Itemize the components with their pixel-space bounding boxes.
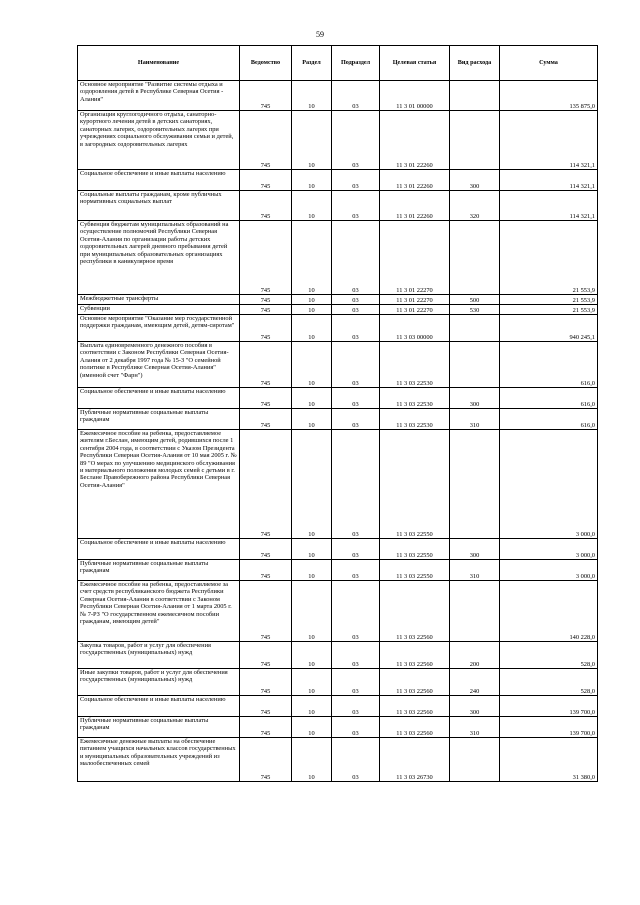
cell-vr: 310 xyxy=(450,560,500,581)
cell-ved: 745 xyxy=(240,430,292,539)
cell-sum: 940 245,1 xyxy=(500,315,598,342)
cell-name: Ежемесячное пособие на ребенка, предоставляемое жителям г.Беслан, имеющим детей, родившихся после 1 сентября 2004 года, в соответствии с Указом Президента Республики Северная Осетия-Алания от 10 мая 2005 г. № 89 "О мерах по улучшению медицинского обслуживания и материального положения молодых семей с детьми в г. Беслане Правобережного района Республики Северная Осетия-Алания" xyxy=(78,430,240,539)
cell-podr: 03 xyxy=(332,669,380,696)
cell-vr: 320 xyxy=(450,191,500,221)
cell-sum: 31 380,0 xyxy=(500,738,598,782)
cell-ved: 745 xyxy=(240,388,292,409)
cell-cs: 11 3 01 22270 xyxy=(380,221,450,295)
cell-ved: 745 xyxy=(240,696,292,717)
cell-sum: 114 321,1 xyxy=(500,170,598,191)
cell-cs: 11 3 03 22560 xyxy=(380,669,450,696)
cell-ved: 745 xyxy=(240,305,292,315)
cell-name: Социальное обеспечение и иные выплаты населению xyxy=(78,388,240,409)
cell-ved: 745 xyxy=(240,170,292,191)
table-row xyxy=(78,717,598,738)
cell-cs: 11 3 01 00000 xyxy=(380,81,450,111)
cell-podr: 03 xyxy=(332,295,380,305)
cell-cs: 11 3 03 22560 xyxy=(380,696,450,717)
cell-ved: 745 xyxy=(240,315,292,342)
cell-name: Основное мероприятие "Развитие системы отдыха и оздоровления детей в Республике Северная Осетия - Алания" xyxy=(78,81,240,111)
cell-ved: 745 xyxy=(240,295,292,305)
cell-razd: 10 xyxy=(292,717,332,738)
cell-name: Субвенция бюджетам муниципальных образований на осуществление полномочий Республики Северная Осетия-Алания по организации работы детских оздоровительных лагерей дневного пребывания детей при муниципальных образовательных организациях республики в каникулярное время xyxy=(78,221,240,295)
cell-name: Ежемесячное пособие на ребенка, предоставляемое за счет средств республиканского бюджета Республики Северная Осетия-Алания в соответствии с Законом Республики Северная Осетия-Алания от 1 марта 2005 г. № 7-РЗ "О государственном ежемесячном пособии гражданам, имеющим детей" xyxy=(78,581,240,642)
cell-name: Закупка товаров, работ и услуг для обеспечения государственных (муниципальных) нужд xyxy=(78,642,240,669)
cell-vr xyxy=(450,342,500,388)
cell-ved: 745 xyxy=(240,669,292,696)
table-row xyxy=(78,669,598,696)
cell-ved: 745 xyxy=(240,191,292,221)
table-row xyxy=(78,696,598,717)
cell-name: Ежемесячные денежные выплаты на обеспечение питанием учащихся начальных классов государственных и муниципальных образовательных учреждений из малообеспеченных семей xyxy=(78,738,240,782)
cell-name: Выплата единовременного денежного пособия в соответствии с Законом Республики Северная Осетия-Алания от 2 декабря 1997 года № 15-З "О семейной политике в Республике Северная Осетия-Алания" (именной счет "Фарн") xyxy=(78,342,240,388)
col-header-cs: Целевая статья xyxy=(380,46,450,81)
cell-razd: 10 xyxy=(292,560,332,581)
cell-podr: 03 xyxy=(332,738,380,782)
cell-name: Публичные нормативные социальные выплаты гражданам xyxy=(78,717,240,738)
cell-sum: 21 553,9 xyxy=(500,221,598,295)
cell-podr: 03 xyxy=(332,696,380,717)
cell-vr xyxy=(450,81,500,111)
table-row xyxy=(78,409,598,430)
cell-razd: 10 xyxy=(292,642,332,669)
table-row xyxy=(78,221,598,295)
cell-sum: 616,0 xyxy=(500,342,598,388)
cell-sum: 21 553,9 xyxy=(500,295,598,305)
cell-podr: 03 xyxy=(332,539,380,560)
cell-cs: 11 3 03 00000 xyxy=(380,315,450,342)
cell-sum: 3 000,0 xyxy=(500,430,598,539)
cell-razd: 10 xyxy=(292,409,332,430)
cell-name: Публичные нормативные социальные выплаты гражданам xyxy=(78,409,240,430)
cell-ved: 745 xyxy=(240,717,292,738)
cell-podr: 03 xyxy=(332,81,380,111)
cell-ved: 745 xyxy=(240,221,292,295)
cell-sum: 21 553,9 xyxy=(500,305,598,315)
cell-razd: 10 xyxy=(292,170,332,191)
cell-vr xyxy=(450,738,500,782)
table-row xyxy=(78,295,598,305)
cell-podr: 03 xyxy=(332,430,380,539)
cell-sum: 114 321,1 xyxy=(500,191,598,221)
cell-sum: 616,0 xyxy=(500,388,598,409)
cell-razd: 10 xyxy=(292,430,332,539)
cell-ved: 745 xyxy=(240,738,292,782)
cell-cs: 11 3 01 22260 xyxy=(380,191,450,221)
cell-name: Публичные нормативные социальные выплаты гражданам xyxy=(78,560,240,581)
cell-vr: 240 xyxy=(450,669,500,696)
cell-vr xyxy=(450,111,500,170)
cell-podr: 03 xyxy=(332,191,380,221)
cell-cs: 11 3 03 26730 xyxy=(380,738,450,782)
cell-razd: 10 xyxy=(292,81,332,111)
col-header-podr: Подраздел xyxy=(332,46,380,81)
table-row xyxy=(78,539,598,560)
table-row xyxy=(78,342,598,388)
cell-ved: 745 xyxy=(240,539,292,560)
cell-razd: 10 xyxy=(292,295,332,305)
cell-sum: 3 000,0 xyxy=(500,539,598,560)
cell-razd: 10 xyxy=(292,111,332,170)
cell-vr: 310 xyxy=(450,717,500,738)
table-row xyxy=(78,305,598,315)
page-number: 59 xyxy=(316,30,324,39)
cell-podr: 03 xyxy=(332,170,380,191)
cell-vr xyxy=(450,430,500,539)
table-row xyxy=(78,170,598,191)
cell-razd: 10 xyxy=(292,696,332,717)
cell-vr xyxy=(450,315,500,342)
table-row xyxy=(78,430,598,539)
cell-razd: 10 xyxy=(292,221,332,295)
cell-ved: 745 xyxy=(240,111,292,170)
cell-cs: 11 3 01 22270 xyxy=(380,295,450,305)
table-row xyxy=(78,738,598,782)
cell-sum: 3 000,0 xyxy=(500,560,598,581)
cell-podr: 03 xyxy=(332,560,380,581)
cell-podr: 03 xyxy=(332,581,380,642)
cell-sum: 528,0 xyxy=(500,669,598,696)
cell-vr: 300 xyxy=(450,388,500,409)
cell-cs: 11 3 01 22260 xyxy=(380,170,450,191)
cell-sum: 135 875,0 xyxy=(500,81,598,111)
cell-vr: 300 xyxy=(450,539,500,560)
cell-vr xyxy=(450,221,500,295)
col-header-razd: Раздел xyxy=(292,46,332,81)
cell-name: Социальное обеспечение и иные выплаты населению xyxy=(78,539,240,560)
cell-podr: 03 xyxy=(332,342,380,388)
cell-ved: 745 xyxy=(240,581,292,642)
cell-razd: 10 xyxy=(292,315,332,342)
cell-name: Социальное обеспечение и иные выплаты населению xyxy=(78,696,240,717)
header-row xyxy=(78,46,598,81)
cell-razd: 10 xyxy=(292,342,332,388)
table-row xyxy=(78,560,598,581)
cell-cs: 11 3 03 22560 xyxy=(380,581,450,642)
cell-vr: 300 xyxy=(450,170,500,191)
cell-vr: 500 xyxy=(450,295,500,305)
cell-cs: 11 3 03 22530 xyxy=(380,409,450,430)
cell-razd: 10 xyxy=(292,191,332,221)
cell-name: Иные закупки товаров, работ и услуг для обеспечения государственных (муниципальных) нужд xyxy=(78,669,240,696)
table-row xyxy=(78,111,598,170)
cell-razd: 10 xyxy=(292,581,332,642)
cell-ved: 745 xyxy=(240,642,292,669)
col-header-ved: Ведомство xyxy=(240,46,292,81)
cell-sum: 528,0 xyxy=(500,642,598,669)
cell-cs: 11 3 03 22530 xyxy=(380,388,450,409)
cell-vr: 200 xyxy=(450,642,500,669)
cell-sum: 139 700,0 xyxy=(500,696,598,717)
cell-vr: 300 xyxy=(450,696,500,717)
table-row xyxy=(78,388,598,409)
cell-name: Организация круглогодичного отдыха, санаторно-курортного лечения детей в детских санаториях, санаторных лагерях, оздоровительных лагерях при учреждениях социального обслуживания семьи и детей, в загородных оздоровительных лагерях xyxy=(78,111,240,170)
cell-vr: 310 xyxy=(450,409,500,430)
cell-razd: 10 xyxy=(292,738,332,782)
cell-razd: 10 xyxy=(292,539,332,560)
table-row xyxy=(78,581,598,642)
cell-podr: 03 xyxy=(332,388,380,409)
cell-podr: 03 xyxy=(332,315,380,342)
cell-sum: 139 700,0 xyxy=(500,717,598,738)
cell-sum: 114 321,1 xyxy=(500,111,598,170)
cell-name: Социальное обеспечение и иные выплаты населению xyxy=(78,170,240,191)
cell-name: Основное мероприятие "Оказание мер государственной поддержки гражданам, имеющим детей, детям-сиротам" xyxy=(78,315,240,342)
table-row xyxy=(78,642,598,669)
cell-cs: 11 3 01 22270 xyxy=(380,305,450,315)
table-row xyxy=(78,315,598,342)
cell-cs: 11 3 03 22550 xyxy=(380,430,450,539)
cell-name: Межбюджетные трансферты xyxy=(78,295,240,305)
cell-podr: 03 xyxy=(332,642,380,669)
cell-cs: 11 3 03 22560 xyxy=(380,717,450,738)
col-header-sum: Сумма xyxy=(500,46,598,81)
budget-table xyxy=(77,45,598,782)
cell-podr: 03 xyxy=(332,111,380,170)
cell-ved: 745 xyxy=(240,560,292,581)
table-row xyxy=(78,191,598,221)
cell-cs: 11 3 03 22560 xyxy=(380,642,450,669)
cell-podr: 03 xyxy=(332,221,380,295)
cell-vr xyxy=(450,581,500,642)
cell-name: Субвенции xyxy=(78,305,240,315)
cell-podr: 03 xyxy=(332,305,380,315)
cell-sum: 616,0 xyxy=(500,409,598,430)
cell-sum: 140 228,0 xyxy=(500,581,598,642)
col-header-vr: Вид расхода xyxy=(450,46,500,81)
cell-razd: 10 xyxy=(292,305,332,315)
cell-podr: 03 xyxy=(332,409,380,430)
cell-cs: 11 3 03 22550 xyxy=(380,560,450,581)
cell-cs: 11 3 03 22530 xyxy=(380,342,450,388)
cell-ved: 745 xyxy=(240,409,292,430)
cell-name: Социальные выплаты гражданам, кроме публичных нормативных социальных выплат xyxy=(78,191,240,221)
table-row xyxy=(78,81,598,111)
cell-podr: 03 xyxy=(332,717,380,738)
cell-cs: 11 3 01 22260 xyxy=(380,111,450,170)
col-header-name: Наименование xyxy=(78,46,240,81)
cell-ved: 745 xyxy=(240,81,292,111)
cell-cs: 11 3 03 22550 xyxy=(380,539,450,560)
cell-razd: 10 xyxy=(292,669,332,696)
cell-razd: 10 xyxy=(292,388,332,409)
cell-vr: 530 xyxy=(450,305,500,315)
cell-ved: 745 xyxy=(240,342,292,388)
